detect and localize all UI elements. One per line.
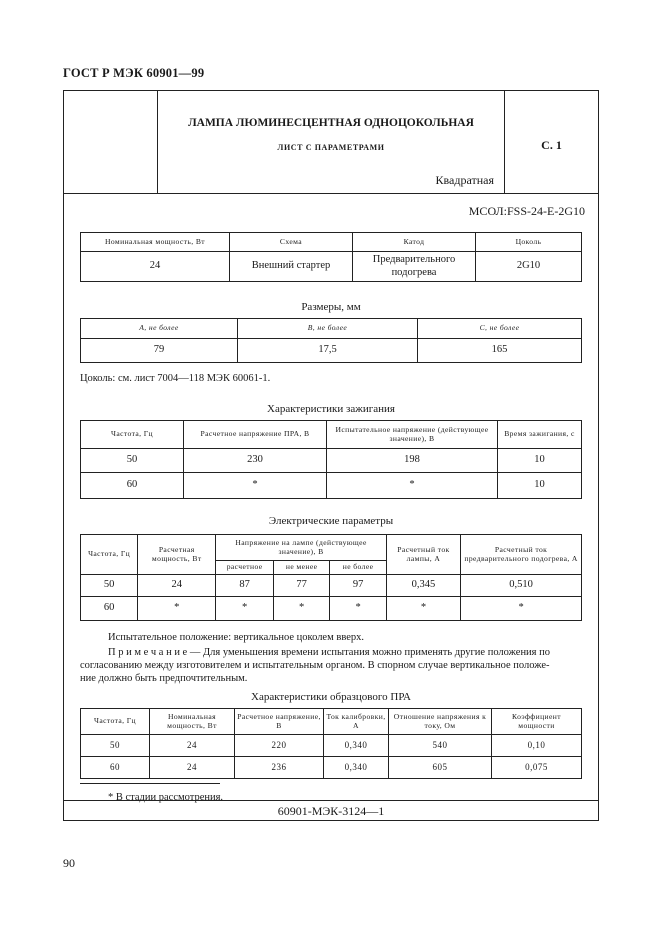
- cell-el-power: *: [138, 597, 216, 621]
- sheet-code: 60901-МЭК-3124—1: [64, 800, 598, 820]
- cell-dim-c: 165: [418, 339, 582, 363]
- header-dim-a: A, не более: [81, 319, 238, 339]
- header-el-voltage-max: не более: [330, 561, 386, 575]
- header-rb-calibration-current: Ток калибровки, А: [324, 709, 389, 735]
- cell-rb-power: 24: [150, 757, 235, 779]
- page-number: 90: [63, 856, 75, 870]
- header-el-voltage-rated: расчетное: [216, 561, 274, 575]
- header-el-power: Расчетная мощность, Вт: [138, 535, 216, 575]
- header-rb-frequency: Частота, Гц: [81, 709, 150, 735]
- cell-ign-ballast-voltage: 230: [184, 449, 327, 473]
- header-nominal-power: Номинальная мощность, Вт: [81, 233, 230, 252]
- ignition-table: [80, 420, 582, 499]
- cell-ign-frequency: 60: [81, 473, 184, 499]
- lamp-title: ЛАМПА ЛЮМИНЕСЦЕНТНАЯ ОДНОЦОКОЛЬНАЯ: [188, 117, 474, 129]
- cell-rb-voltage: 220: [235, 735, 324, 757]
- cell-nominal-power: 24: [81, 252, 230, 282]
- cell-rb-impedance: 540: [389, 735, 492, 757]
- reference-ballast-table: [80, 708, 582, 779]
- cell-el-voltage-rated: 87: [216, 575, 274, 597]
- title-divider-left: [157, 91, 158, 193]
- cell-rb-power: 24: [150, 735, 235, 757]
- cell-cathode: Предварительного подогрева: [353, 252, 476, 282]
- remark-label: П р и м е ч а н и е: [108, 647, 188, 658]
- sheet-frame: [63, 90, 599, 821]
- cell-rb-calibration-current: 0,340: [324, 757, 389, 779]
- dimensions-caption: Размеры, мм: [301, 301, 361, 313]
- cell-rb-power-factor: 0,10: [492, 735, 582, 757]
- cell-dim-a: 79: [81, 339, 238, 363]
- cell-dim-b: 17,5: [238, 339, 418, 363]
- cell-rb-frequency: 50: [81, 735, 150, 757]
- header-rb-voltage: Расчетное напряжение, В: [235, 709, 324, 735]
- header-ign-frequency: Частота, Гц: [81, 421, 184, 449]
- remark-text-1: — Для уменьшения времени испытания можно применять другие положения по: [187, 647, 551, 658]
- remark-line-2: согласованию между изготовителем и испытательным органом. В спорном случае вертикальное положе-: [80, 660, 550, 671]
- header-el-current: Расчетный ток лампы, А: [386, 535, 460, 575]
- header-el-preheat: Расчетный ток предварительного подогрева, А: [461, 535, 582, 575]
- electrical-table: [80, 534, 582, 621]
- test-position-note: Испытательное положение: вертикальное цоколем вверх.: [108, 632, 364, 643]
- cell-rb-calibration-current: 0,340: [324, 735, 389, 757]
- footnote-separator: [80, 783, 220, 784]
- header-cap: Цоколь: [476, 233, 582, 252]
- remark-line-3: ние должно быть предпочтительным.: [80, 673, 248, 684]
- cell-el-voltage-min: *: [273, 597, 329, 621]
- electrical-caption: Электрические параметры: [268, 515, 394, 527]
- header-ign-time: Время зажигания, с: [498, 421, 582, 449]
- sheet-subtitle: ЛИСТ С ПАРАМЕТРАМИ: [277, 143, 385, 152]
- cell-el-preheat: *: [461, 597, 582, 621]
- cell-ign-time: 10: [498, 449, 582, 473]
- lamp-designation: МСОЛ:FSS-24-Е-2G10: [468, 204, 585, 218]
- header-rb-power: Номинальная мощность, Вт: [150, 709, 235, 735]
- footnote: * В стадии рассмотрения.: [108, 792, 224, 803]
- dimensions-table: [80, 318, 582, 363]
- cell-rb-power-factor: 0,075: [492, 757, 582, 779]
- header-dim-b: B, не более: [238, 319, 418, 339]
- cell-el-frequency: 60: [81, 597, 138, 621]
- lamp-shape: Квадратная: [435, 173, 494, 187]
- sheet-number: С. 1: [541, 138, 562, 152]
- header-rb-impedance: Отношение напряжения к току, Ом: [389, 709, 492, 735]
- cell-circuit: Внешний стартер: [230, 252, 353, 282]
- header-el-frequency: Частота, Гц: [81, 535, 138, 575]
- cell-el-voltage-rated: *: [216, 597, 274, 621]
- cell-cap: 2G10: [476, 252, 582, 282]
- header-ign-test-voltage: Испытательное напряжение (действующее значение), В: [327, 421, 498, 449]
- cell-el-voltage-max: *: [330, 597, 386, 621]
- cell-ign-test-voltage: *: [327, 473, 498, 499]
- cell-el-voltage-min: 77: [273, 575, 329, 597]
- cap-reference-note: Цоколь: см. лист 7004—118 МЭК 60061-1.: [80, 373, 271, 384]
- cell-rb-voltage: 236: [235, 757, 324, 779]
- cell-el-voltage-max: 97: [330, 575, 386, 597]
- header-dim-c: C, не более: [418, 319, 582, 339]
- cell-el-preheat: 0,510: [461, 575, 582, 597]
- header-rb-power-factor: Коэффициент мощности: [492, 709, 582, 735]
- header-ign-ballast-voltage: Расчетное напряжение ПРА, В: [184, 421, 327, 449]
- cell-el-frequency: 50: [81, 575, 138, 597]
- cell-ign-test-voltage: 198: [327, 449, 498, 473]
- title-block: [64, 91, 598, 194]
- cell-el-current: *: [386, 597, 460, 621]
- cell-ign-time: 10: [498, 473, 582, 499]
- header-el-voltage-group: Напряжение на лампе (действующее значение), В: [216, 535, 386, 561]
- header-el-voltage-min: не менее: [273, 561, 329, 575]
- header-cathode: Катод: [353, 233, 476, 252]
- ignition-caption: Характеристики зажигания: [267, 403, 395, 415]
- cell-ign-frequency: 50: [81, 449, 184, 473]
- cell-el-current: 0,345: [386, 575, 460, 597]
- cell-el-power: 24: [138, 575, 216, 597]
- cell-ign-ballast-voltage: *: [184, 473, 327, 499]
- main-parameters-table: [80, 232, 582, 282]
- remark-line-1: [108, 647, 588, 658]
- standard-header: ГОСТ Р МЭК 60901—99: [63, 66, 205, 80]
- reference-ballast-caption: Характеристики образцового ПРА: [251, 691, 411, 703]
- header-circuit: Схема: [230, 233, 353, 252]
- cell-rb-impedance: 605: [389, 757, 492, 779]
- cell-rb-frequency: 60: [81, 757, 150, 779]
